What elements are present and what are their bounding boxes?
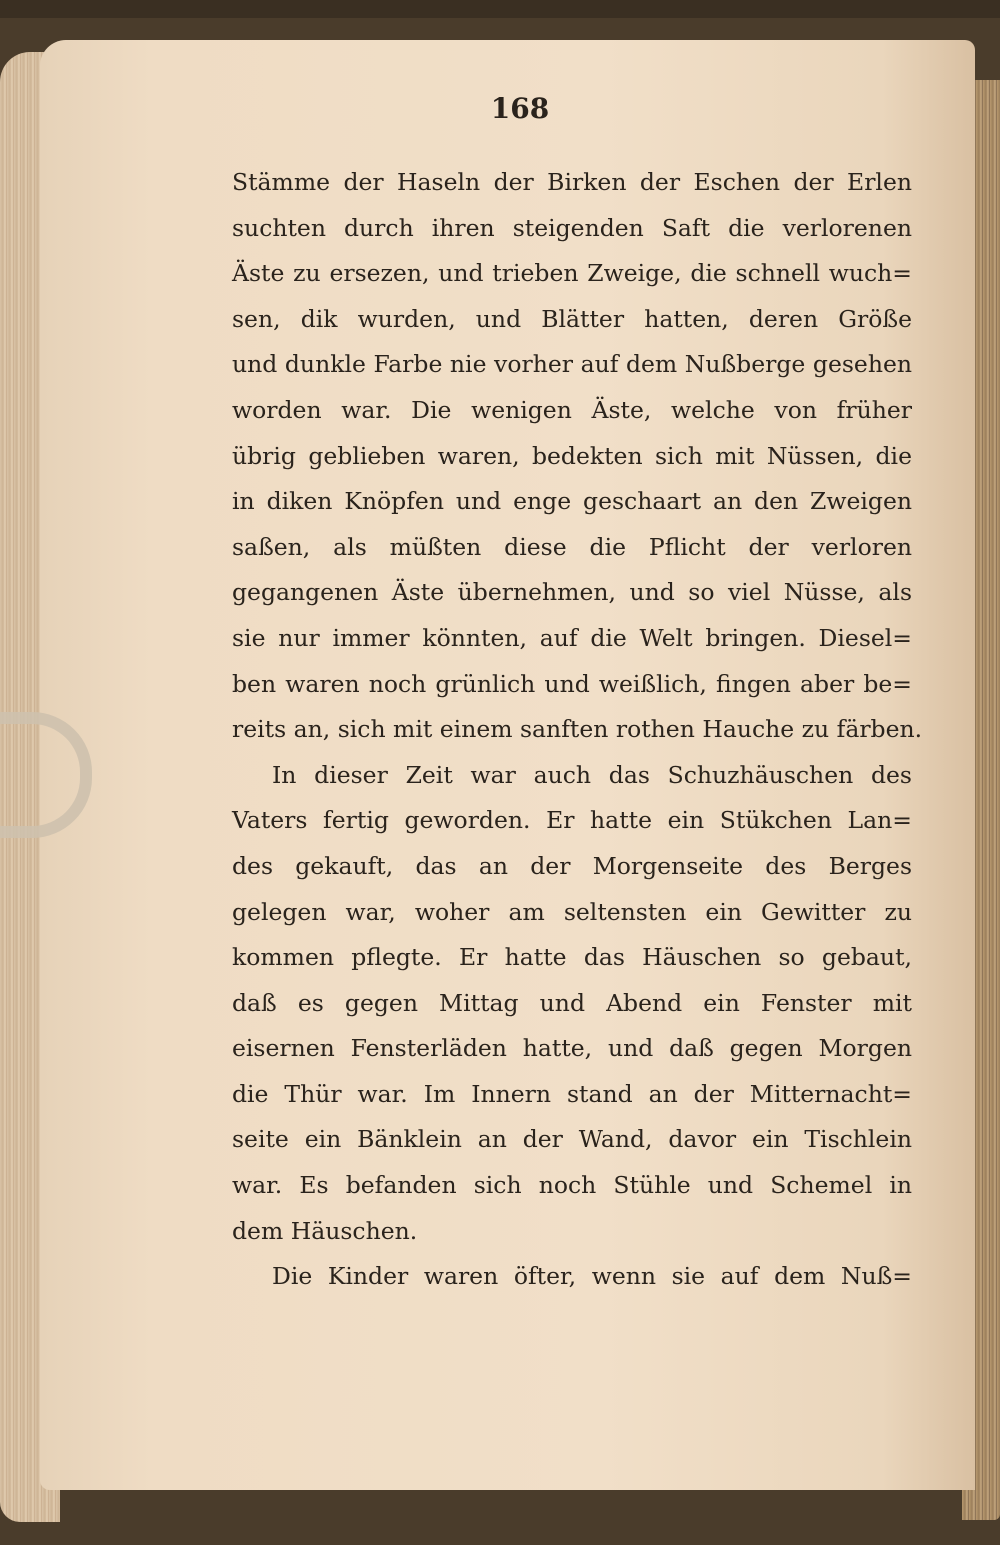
text-line: reits an, sich mit einem sanften rothen Hauche zu färben. <box>232 715 923 744</box>
text-line: worden war. Die wenigen Äste, welche von früher <box>232 395 912 424</box>
text-line: in diken Knöpfen und enge geschaart an den Zweigen <box>232 487 912 516</box>
text-line: eisernen Fensterläden hatte, und daß gegen Morgen <box>232 1034 912 1063</box>
text-line: und dunkle Farbe nie vorher auf dem Nußberge gesehen <box>232 350 912 379</box>
text-line: daß es gegen Mittag und Abend ein Fenster mit <box>232 988 912 1017</box>
text-line: Äste zu ersezen, und trieben Zweige, die schnell wuch= <box>232 259 912 288</box>
text-line: suchten durch ihren steigenden Saft die verlorenen <box>232 213 912 242</box>
text-line: saßen, als müßten diese die Pflicht der verloren <box>232 532 912 561</box>
text-line: gelegen war, woher am seltensten ein Gewitter zu <box>232 897 912 926</box>
text-line: In dieser Zeit war auch das Schuzhäuschen des <box>272 760 912 789</box>
body-text <box>232 160 923 1300</box>
text-line: sie nur immer könnten, auf die Welt bringen. Diesel= <box>232 623 912 652</box>
text-line: seite ein Bänklein an der Wand, davor ein Tischlein <box>232 1125 912 1154</box>
text-line: Vaters fertig geworden. Er hatte ein Stükchen Lan= <box>232 806 912 835</box>
page-number: 168 <box>490 92 550 125</box>
text-line: kommen pflegte. Er hatte das Häuschen so gebaut, <box>232 943 912 972</box>
text-line: sen, dik wurden, und Blätter hatten, deren Größe <box>232 304 912 333</box>
text-line: dem Häuschen. <box>232 1216 418 1245</box>
text-line: war. Es befanden sich noch Stühle und Schemel in <box>232 1171 912 1200</box>
text-line: gegangenen Äste übernehmen, und so viel Nüsse, als <box>232 578 912 607</box>
text-line: die Thür war. Im Innern stand an der Mitternacht= <box>232 1079 912 1108</box>
text-line: ben waren noch grünlich und weißlich, fingen aber be= <box>232 669 912 698</box>
text-line: des gekauft, das an der Morgenseite des Berges <box>232 851 912 880</box>
text-line: übrig geblieben waren, bedekten sich mit Nüssen, die <box>232 441 912 470</box>
text-line: Die Kinder waren öfter, wenn sie auf dem Nuß= <box>272 1262 912 1291</box>
text-line: Stämme der Haseln der Birken der Eschen der Erlen <box>232 168 912 196</box>
